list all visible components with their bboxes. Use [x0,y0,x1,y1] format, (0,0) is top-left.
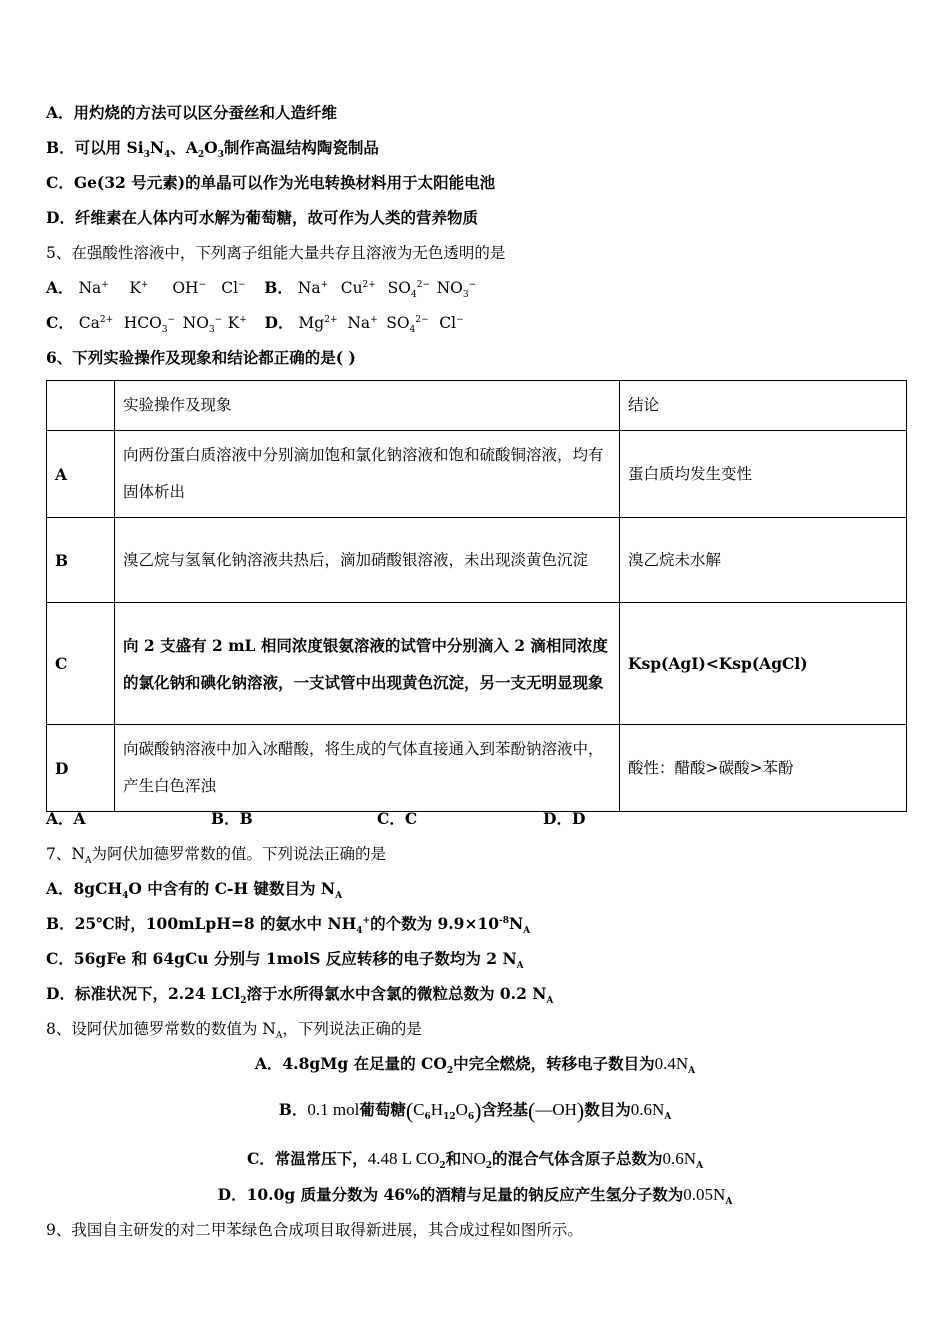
row-label: C [47,603,115,725]
choice-b: B．B [211,809,253,828]
ion: $NO_3^-$ [182,314,223,336]
table-row [47,518,907,603]
ion: Na+ [78,279,109,297]
ion: $SO_4^{2-}$ [387,279,430,301]
ion: $SO_4^{2-}$ [386,314,429,336]
row-operation: 向 2 支盛有 2 mL 相同浓度银氨溶液的试管中分别滴入 2 滴相同浓度的氯化钠和碘化钠溶液，一支试管中出现黄色沉淀，另一支无明显现象 [115,603,620,725]
ion: Na+ [347,314,378,332]
q8-option-d: D．10.0g 质量分数为 46%的酒精与足量的钠反应产生氢分子数为$0.05N_A$ [217,1185,733,1208]
q6-stem: 6、下列实验操作及现象和结论都正确的是( ) [46,348,356,367]
ion: Cl− [439,314,464,332]
row-operation: 向碳酸钠溶液中加入冰醋酸，将生成的气体直接通入到苯酚钠溶液中，产生白色浑浊 [115,725,620,812]
q6-table [46,380,907,812]
q8-option-b: B．0.1 mol葡萄糖$(C_6H_{12}O_6)$含羟基(—OH)数目为$0.6N_A$ [278,1098,672,1123]
ion: $NO_3^-$ [436,279,477,301]
row-conclusion: 溴乙烷未水解 [620,518,907,603]
ion: K+ [227,314,247,332]
row-conclusion: Ksp(AgI)<Ksp(AgCl) [620,603,907,725]
row-conclusion: 蛋白质均发生变性 [620,431,907,518]
q7-option-d: D．标准状况下，2.24 LCl$_2$溶于水所得氯水中含氯的微粒总数为 0.2 $N_A$ [46,984,554,1007]
table-row [47,431,907,518]
row-operation: 溴乙烷与氢氧化钠溶液共热后，滴加硝酸银溶液，未出现淡黄色沉淀 [115,518,620,603]
q8-stem: 8、设阿伏加德罗常数的数值为 $N_A$，下列说法正确的是 [46,1020,422,1042]
choice-c: C．C [377,809,418,828]
table-row [47,603,907,725]
q8-option-c: C．常温常压下，4.48 L $CO_2$和$NO_2$的混合气体含原子总数为$0.6N_A$ [246,1149,704,1172]
ion: K+ [129,279,149,297]
ion: Cl− [221,279,246,297]
q5-options-ab: A． Na+ K+ OH− Cl− B． Na+ $Cu^{2+}$ $SO_4^{2-}$ $NO_3^-$ [46,278,477,301]
header-cell: 实验操作及现象 [115,381,620,431]
ion: $Cu^{2+}$ [340,279,376,297]
ion: $Ca^{2+}$ [78,314,114,332]
table-row [47,725,907,812]
q4-option-d: D．纤维素在人体内可水解为葡萄糖，故可作为人类的营养物质 [46,208,478,227]
ion: OH− [172,279,207,297]
q6-choices [46,808,585,830]
row-operation: 向两份蛋白质溶液中分别滴加饱和氯化钠溶液和饱和硫酸铜溶液，均有固体析出 [115,431,620,518]
header-cell [47,381,115,431]
q7-option-a: A．8gCH$_4$O 中含有的 C-H 键数目为 $N_A$ [46,879,343,902]
q5-options-cd: C． $Ca^{2+}$ $HCO_3^-$ $NO_3^-$ K+ D． $Mg^{2+}$ Na+ $SO_4^{2-}$ Cl− [46,312,469,334]
row-label: A [47,431,115,518]
q7-option-b: B．25℃时，100mLpH=8 的氨水中 $NH_4^+$的个数为 $9.9\times 10^{-8}N_A$ [46,914,531,937]
table-header-row [47,381,907,431]
ion: $Mg^{2+}$ [298,314,338,332]
row-label: B [47,518,115,603]
q5-stem: 5、在强酸性溶液中，下列离子组能大量共存且溶液为无色透明的是 [46,244,506,262]
q4-option-c: C．Ge(32 号元素)的单晶可以作为光电转换材料用于太阳能电池 [46,173,496,192]
ion: Na+ [297,279,329,297]
ion: $HCO_3^-$ [123,314,176,336]
row-conclusion: 酸性：醋酸>碳酸>苯酚 [620,725,907,812]
q4-option-a: A．用灼烧的方法可以区分蚕丝和人造纤维 [46,103,338,122]
q9-stem: 9、我国自主研发的对二甲苯绿色合成项目取得新进展，其合成过程如图所示。 [46,1221,583,1239]
row-label: D [47,725,115,812]
q7-stem: 7、$N_A$为阿伏加德罗常数的值。下列说法正确的是 [46,845,386,867]
header-cell: 结论 [620,381,907,431]
q8-option-a: A．4.8gMg 在足量的 $CO_2$中完全燃烧，转移电子数目为$0.4N_A$ [254,1054,696,1077]
q4-option-b: B．可以用 $Si_3N_4$、$A_2O_3$制作高温结构陶瓷制品 [46,138,379,161]
choice-a: A．A [46,809,86,828]
choice-d: D．D [543,809,586,828]
q7-option-c: C．56gFe 和 64gCu 分别与 1molS 反应转移的电子数均为 2 $N_A$ [46,949,524,972]
